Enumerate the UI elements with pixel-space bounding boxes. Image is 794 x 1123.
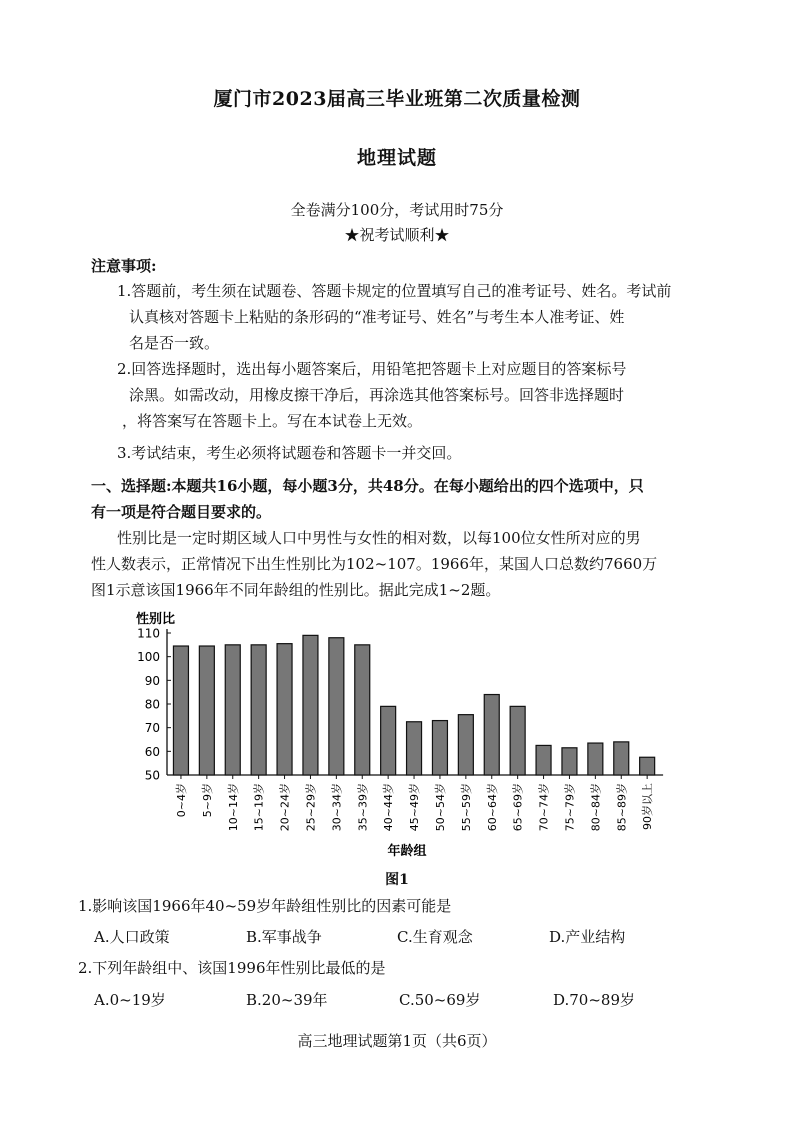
x-tick-label: 30~34岁 <box>330 783 344 832</box>
bar <box>329 638 344 775</box>
note-1-line-1: 1.答题前，考生须在试题卷、答题卡规定的位置填写自己的准考证号、姓名。考试前 <box>117 282 672 300</box>
bar <box>614 742 629 775</box>
bar <box>562 748 577 775</box>
question-2-option-b[interactable]: B.20~39年 <box>246 991 328 1009</box>
x-tick-labels <box>174 775 654 831</box>
x-tick-label: 50~54岁 <box>433 783 447 832</box>
x-tick-label: 15~19岁 <box>252 783 266 832</box>
intro-line-1: 性别比是一定时期区域人口中男性与女性的相对数，以每100位女性所对应的男 <box>117 529 641 547</box>
bar <box>303 635 318 775</box>
x-tick-label: 80~84岁 <box>589 783 603 832</box>
note-1-line-2: 认真核对答题卡上粘贴的条形码的“准考证号、姓名”与考生本人准考证、姓 <box>129 308 625 326</box>
notes-title: 注意事项: <box>91 257 157 275</box>
intro-line-3: 图1示意该国1966年不同年龄组的性别比。据此完成1~2题。 <box>91 581 501 599</box>
bars <box>173 635 654 775</box>
bar <box>484 695 499 775</box>
x-tick-label: 45~49岁 <box>408 783 422 832</box>
bar <box>173 646 188 775</box>
x-tick-label: 40~44岁 <box>382 783 396 832</box>
y-tick-label: 110 <box>137 626 160 641</box>
x-tick-label: 0~4岁 <box>174 783 188 818</box>
x-tick-label: 75~79岁 <box>563 783 577 832</box>
x-tick-label: 35~39岁 <box>356 783 370 832</box>
page-footer: 高三地理试题第1页（共6页） <box>297 1032 497 1050</box>
section-heading-line-1: 一、选择题:本题共16小题，每小题3分，共48分。在每小题给出的四个选项中，只 <box>91 477 644 495</box>
y-tick-label: 50 <box>144 768 160 783</box>
exam-subject: 地理试题 <box>356 147 437 169</box>
figure-caption: 图1 <box>385 872 409 888</box>
bar <box>407 722 422 775</box>
bar <box>199 646 214 775</box>
bar <box>458 715 473 775</box>
note-3: 3.考试结束，考生必须将试题卷和答题卡一并交回。 <box>117 444 462 462</box>
x-tick-label: 90岁以上 <box>641 783 655 830</box>
bar <box>432 721 447 775</box>
question-1-option-d[interactable]: D.产业结构 <box>549 928 626 946</box>
x-tick-label: 10~14岁 <box>226 783 240 832</box>
question-1-option-c[interactable]: C.生育观念 <box>397 928 473 946</box>
sex-ratio-chart <box>120 605 680 870</box>
question-2-option-a[interactable]: A.0~19岁 <box>94 991 166 1009</box>
section-heading-line-2: 有一项是符合题目要求的。 <box>91 503 272 521</box>
question-1-option-a[interactable]: A.人口政策 <box>94 928 170 946</box>
y-tick-label: 90 <box>144 673 160 688</box>
exam-wish: ★祝考试顺利★ <box>344 226 450 244</box>
exam-info: 全卷满分100分，考试用时75分 <box>290 201 504 219</box>
bar <box>225 645 240 775</box>
bar <box>640 757 655 775</box>
y-tick-label: 100 <box>137 650 160 665</box>
x-tick-label: 55~59岁 <box>459 783 473 832</box>
y-tick-label: 70 <box>144 721 160 736</box>
chart-ylabel: 性别比 <box>136 612 176 627</box>
bar <box>510 706 525 775</box>
y-axis <box>137 627 663 783</box>
note-2-line-1: 2.回答选择题时，选出每小题答案后，用铅笔把答题卡上对应题目的答案标号 <box>117 360 627 378</box>
question-1-stem: 1.影响该国1966年40~59岁年龄组性别比的因素可能是 <box>78 897 452 915</box>
x-tick-label: 25~29岁 <box>304 783 318 832</box>
note-1-line-3: 名是否一致。 <box>129 334 220 352</box>
question-2-stem: 2.下列年龄组中、该国1996年性别比最低的是 <box>78 959 386 977</box>
question-2-option-c[interactable]: C.50~69岁 <box>399 991 481 1009</box>
bar <box>251 645 266 775</box>
chart-xlabel: 年龄组 <box>387 844 427 859</box>
exam-title: 厦门市2023届高三毕业班第二次质量检测 <box>213 88 581 110</box>
bar <box>536 745 551 775</box>
bar <box>355 645 370 775</box>
intro-line-2: 性人数表示，正常情况下出生性别比为102~107。1966年，某国人口总数约7660万 <box>91 555 658 573</box>
note-2-line-3: ，将答案写在答题卡上。写在本试卷上无效。 <box>122 412 423 430</box>
x-tick-label: 60~64岁 <box>485 783 499 832</box>
x-tick-label: 85~89岁 <box>615 783 629 832</box>
x-tick-label: 20~24岁 <box>278 783 292 832</box>
question-2-option-d[interactable]: D.70~89岁 <box>553 991 636 1009</box>
note-2-line-2: 涂黑。如需改动，用橡皮擦干净后，再涂选其他答案标号。回答非选择题时 <box>129 386 625 404</box>
x-tick-label: 70~74岁 <box>537 783 551 832</box>
x-tick-label: 5~9岁 <box>200 783 214 818</box>
x-tick-label: 65~69岁 <box>511 783 525 832</box>
question-1-option-b[interactable]: B.军事战争 <box>246 928 322 946</box>
bar <box>277 644 292 775</box>
y-tick-label: 60 <box>144 744 160 759</box>
bar <box>381 706 396 775</box>
bar <box>588 743 603 775</box>
y-tick-label: 80 <box>144 697 160 712</box>
